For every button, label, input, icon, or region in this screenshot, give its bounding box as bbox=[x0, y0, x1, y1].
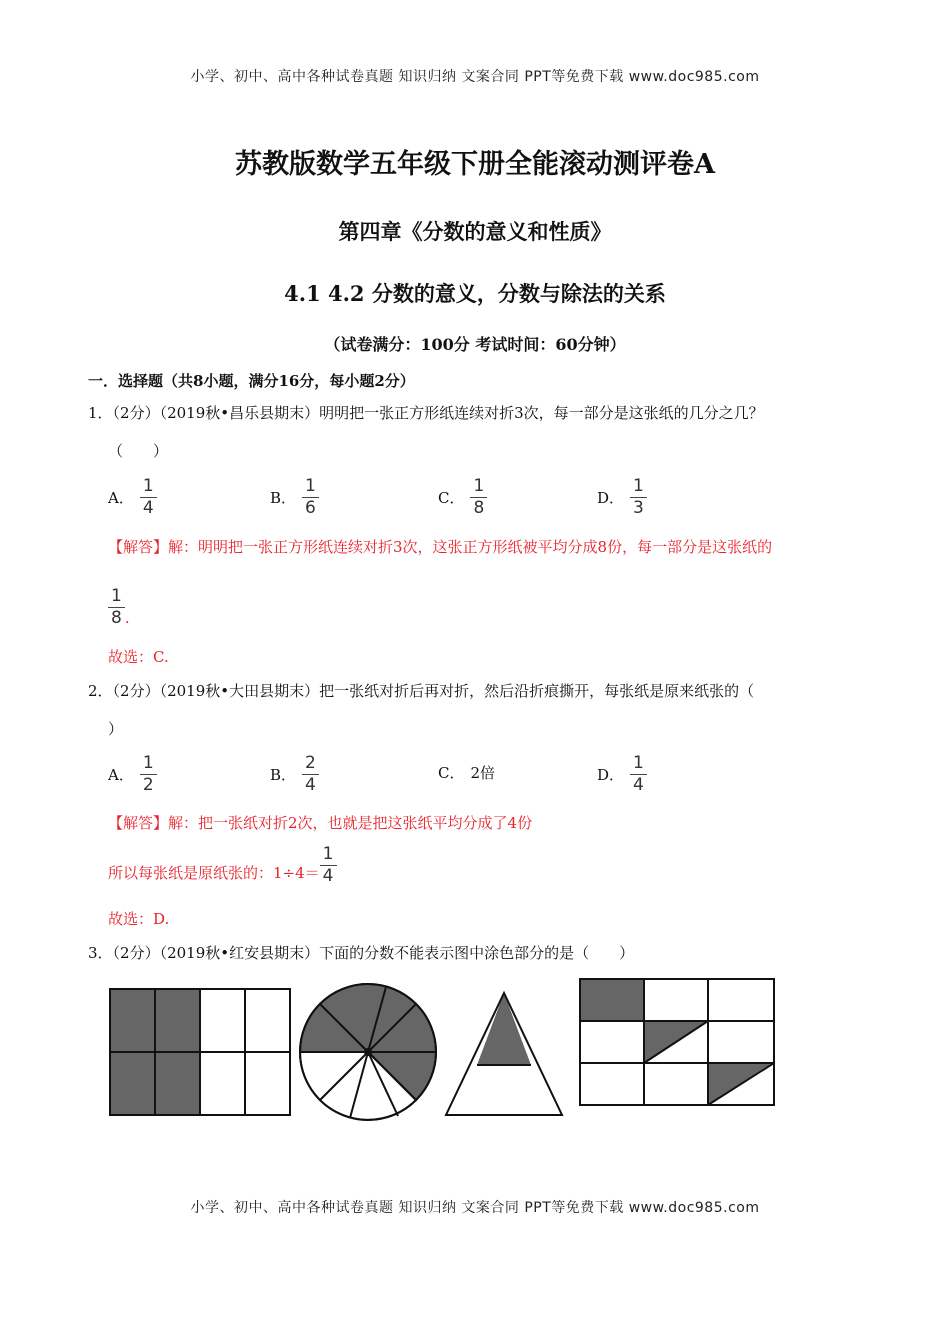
section-title: 4.1 4.2 分数的意义，分数与除法的关系 bbox=[284, 281, 666, 306]
exam-info: （试卷满分：100分 考试时间：60分钟） bbox=[324, 335, 626, 354]
fraction-num: 1 bbox=[108, 588, 125, 608]
fraction bbox=[108, 588, 125, 627]
figure-triangle bbox=[446, 993, 562, 1115]
q1-stem: 1．（2分）（2019秋•昌乐县期末）明明把一张正方形纸连续对折3次，每一部分是这张纸的几分之几？ bbox=[88, 404, 764, 422]
option-label: C． bbox=[438, 764, 465, 782]
fraction-num: 1 bbox=[630, 478, 647, 498]
option-label: A． bbox=[108, 766, 134, 784]
q2-stem: 2．（2分）（2019秋•大田县期末）把一张纸对折后再对折，然后沿折痕撕开，每张纸是原来纸张的（ bbox=[88, 682, 755, 700]
fraction bbox=[140, 755, 157, 794]
section-heading: 一．选择题（共8小题，满分16分，每小题2分） bbox=[88, 372, 415, 390]
q1-paren: （ ） bbox=[108, 442, 169, 460]
answer-text: 解：明明把一张正方形纸连续对折3次，这张正方形纸被平均分成8份，每一部分是这张纸的 bbox=[168, 538, 773, 556]
answer-tag: 【解答】 bbox=[108, 814, 169, 832]
fraction bbox=[630, 478, 647, 517]
answer-text: 解：把一张纸对折2次，也就是把这张纸平均分成了4份 bbox=[168, 814, 533, 832]
fraction-den: 6 bbox=[305, 498, 316, 518]
fraction bbox=[470, 478, 487, 517]
page-footer: 小学、初中、高中各种试卷真题 知识归纳 文案合同 PPT等免费下载 www.doc985.com bbox=[190, 1200, 760, 1216]
q3-stem: 3．（2分）（2019秋•红安县期末）下面的分数不能表示图中涂色部分的是（ ） bbox=[88, 944, 635, 962]
figure-rectangle-grid bbox=[110, 989, 290, 1115]
q1-option-d bbox=[597, 478, 647, 517]
q1-option-b bbox=[270, 478, 319, 517]
fraction-den: 4 bbox=[305, 775, 316, 795]
q2-answer-line2 bbox=[108, 846, 337, 885]
q1-option-c bbox=[438, 478, 487, 517]
q1-choice: 故选：C. bbox=[108, 648, 169, 666]
fraction-den: 2 bbox=[142, 775, 154, 795]
option-label: A． bbox=[108, 489, 134, 507]
q2-option-b bbox=[270, 755, 319, 794]
option-label: D． bbox=[597, 489, 625, 507]
answer-tag: 【解答】 bbox=[108, 538, 169, 556]
q2-option-d bbox=[597, 755, 647, 794]
fraction-den: 8 bbox=[473, 498, 485, 518]
figure-circle-sectors bbox=[300, 984, 436, 1120]
fraction-num: 1 bbox=[470, 478, 487, 498]
answer-text: 所以每张纸是原纸张的：1÷4＝ bbox=[108, 864, 320, 882]
page-header: 小学、初中、高中各种试卷真题 知识归纳 文案合同 PPT等免费下载 www.doc985.com bbox=[190, 69, 760, 85]
fraction bbox=[302, 755, 319, 794]
q1-answer bbox=[108, 536, 898, 557]
fraction-num: 2 bbox=[302, 755, 319, 775]
q1-answer-fraction bbox=[108, 588, 130, 627]
fraction-den: 4 bbox=[322, 866, 334, 886]
fraction bbox=[630, 755, 647, 794]
fraction bbox=[302, 478, 319, 517]
fraction-num: 1 bbox=[140, 478, 157, 498]
fraction-den: 3 bbox=[633, 498, 644, 518]
fraction-num: 1 bbox=[320, 846, 337, 866]
chapter-title: 第四章《分数的意义和性质》 bbox=[338, 219, 612, 244]
figure-grid-3x3 bbox=[580, 979, 774, 1105]
option-label: D． bbox=[597, 766, 625, 784]
fraction-den: 8 bbox=[111, 608, 122, 628]
fraction-den: 4 bbox=[142, 498, 154, 518]
option-label: B． bbox=[270, 489, 297, 507]
fraction-num: 1 bbox=[302, 478, 319, 498]
fraction-num: 1 bbox=[630, 755, 647, 775]
q3-figures bbox=[108, 975, 788, 1125]
exam-title: 苏教版数学五年级下册全能滚动测评卷A bbox=[235, 149, 715, 180]
q2-stem-end: ） bbox=[108, 720, 124, 738]
answer-period: . bbox=[124, 609, 130, 627]
q2-option-a bbox=[108, 755, 157, 794]
q2-option-c bbox=[438, 762, 495, 783]
q2-answer bbox=[108, 812, 898, 833]
option-label: B． bbox=[270, 766, 297, 784]
fraction bbox=[140, 478, 157, 517]
q2-choice: 故选：D. bbox=[108, 910, 170, 928]
q1-option-a bbox=[108, 478, 157, 517]
option-text: 2倍 bbox=[470, 764, 496, 782]
fraction bbox=[320, 846, 337, 885]
option-label: C． bbox=[438, 489, 465, 507]
fraction-num: 1 bbox=[140, 755, 157, 775]
fraction-den: 4 bbox=[633, 775, 644, 795]
